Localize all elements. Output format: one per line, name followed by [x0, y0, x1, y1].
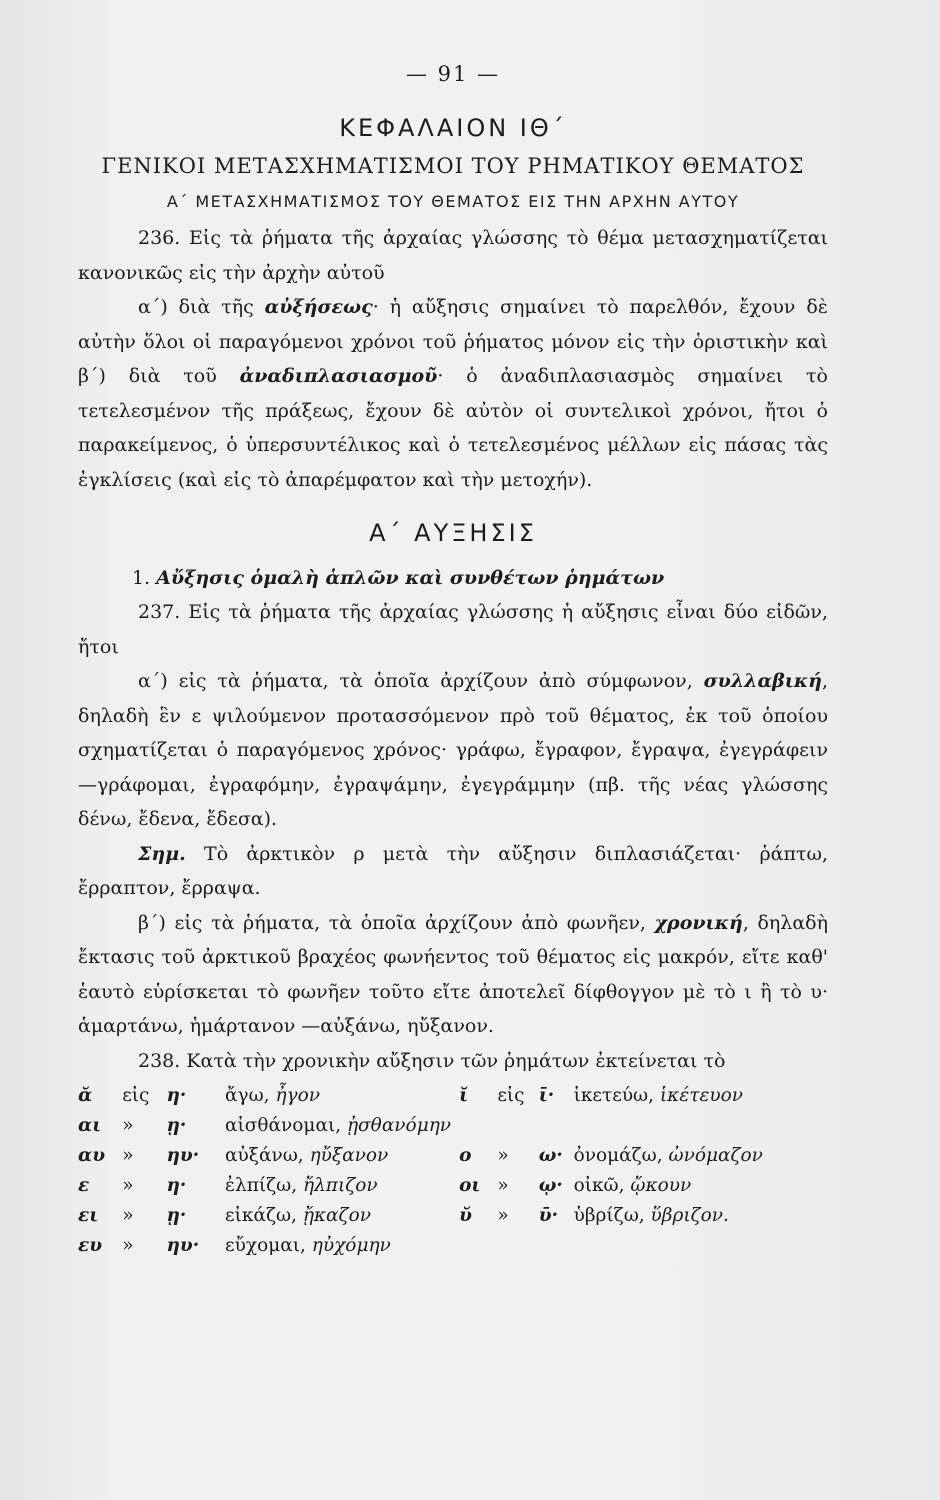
example: εἰκάζω, ᾔκαζον: [225, 1204, 371, 1226]
paragraph-237-syllabic: α΄) εἰς τὰ ῥήματα, τὰ ὁποῖα ἀρχίζουν ἀπὸ σύμφωνον, συλλαβική, δηλαδὴ ἓν ε ψιλούμενον προτασσόμενον πρὸ τοῦ θέματος, ἐκ τοῦ ὁποίου σχηματίζεται ὁ παραγόμενος χρόνος· γράφω, ἔγραφον, ἔγραψα, ἐγεγράφειν—γράφομαι, ἐγραφόμην, ἐγραψάμην, ἐγεγράμμην (πβ. τῆς νέας γλώσσης δένω, ἔδενα, ἔδεσα).: [78, 670, 828, 830]
vowel-to: [539, 1110, 574, 1140]
vowel-to: ηυ·: [166, 1144, 200, 1166]
vowel-from: ο: [459, 1144, 472, 1166]
vowel-from: αι: [78, 1114, 102, 1136]
vowel-arrow: [497, 1230, 538, 1260]
table-row: [78, 1200, 828, 1230]
augment-table-body: [78, 1080, 828, 1260]
term-augment: αὐξήσεως: [264, 296, 373, 318]
chapter-subtitle: ΓΕΝΙΚΟΙ ΜΕΤΑΣΧΗΜΑΤΙΣΜΟΙ ΤΟΥ ΡΗΜΑΤΙΚΟΥ ΘΕΜΑΤΟΣ: [101, 154, 805, 178]
example: ὀνομάζω, ὠνόμαζον: [573, 1144, 763, 1166]
example: [574, 1110, 828, 1140]
example: εὔχομαι, ηὐχόμην: [225, 1234, 391, 1256]
table-row: [78, 1170, 828, 1200]
vowel-arrow: »: [122, 1174, 134, 1196]
vowel-arrow: εἰς: [497, 1084, 525, 1106]
vowel-from: ῐ: [459, 1084, 469, 1106]
vowel-arrow: »: [497, 1144, 509, 1166]
table-row: [78, 1230, 828, 1260]
paragraph-237-temporal: β΄) εἰς τὰ ῥήματα, τὰ ὁποῖα ἀρχίζουν ἀπὸ φωνῆεν, χρονική, δηλαδὴ ἔκτασις τοῦ ἀρκτικοῦ βραχέος φωνήεντος τοῦ θέματος εἰς μακρόν, εἴτε καθ' ἑαυτὸ εὑρίσκεται τὸ φωνῆεν τοῦτο εἴτε ἀποτελεῖ δίφθογγον μὲ τὸ ι ἢ τὸ υ· ἁμαρτάνω, ἡμάρτανον —αὐξάνω, ηὔξανον.: [78, 911, 828, 1037]
vowel-to: η·: [166, 1174, 187, 1196]
table-row: [78, 1140, 828, 1170]
paragraph-236-intro: 236. Εἰς τὰ ῥήματα τῆς ἀρχαίας γλώσσης τὸ θέμα μετασχηματίζεται κανονικῶς εἰς τὴν ἀρχὴν αὐτοῦ: [78, 227, 828, 284]
table-row: [78, 1080, 828, 1110]
vowel-to: ηυ·: [166, 1234, 200, 1256]
vowel-arrow: »: [122, 1114, 134, 1136]
vowel-from: [459, 1230, 497, 1260]
vowel-to: ῡ·: [538, 1204, 559, 1226]
vowel-to: ω·: [538, 1144, 563, 1166]
example: ἄγω, ἦγον: [225, 1084, 320, 1106]
vowel-arrow: »: [122, 1204, 134, 1226]
vowel-arrow: »: [122, 1144, 134, 1166]
paragraph-238: 238. Κατὰ τὴν χρονικὴν αὔξησιν τῶν ῥημάτων ἐκτείνεται τὸ: [138, 1049, 726, 1072]
example: ὑβρίζω, ὕβριζον.: [573, 1204, 729, 1226]
augment-table: [78, 1080, 828, 1260]
vowel-from: ῠ: [459, 1204, 472, 1226]
term-syllabic: συλλαβική: [703, 670, 822, 692]
example: αἰσθάνομαι, ᾐσθανόμην: [225, 1114, 452, 1136]
vowel-from: [459, 1110, 497, 1140]
vowel-from: ε: [78, 1174, 90, 1196]
note-label: Σημ.: [138, 842, 186, 865]
vowel-from: ει: [78, 1204, 99, 1226]
example: [574, 1230, 828, 1260]
paragraph-236-body: α΄) διὰ τῆς αὐξήσεως· ἡ αὔξησις σημαίνει τὸ παρελθόν, ἔχουν δὲ αὐτὴν ὅλοι οἱ παραγόμενοι χρόνοι τοῦ ῥήματος μόνον εἰς τὴν ὁριστικὴν καὶ β΄) διὰ τοῦ ἀναδιπλασιασμοῦ· ὁ ἀναδιπλασιασμὸς σημαίνει τὸ τετελεσμένον τῆς πράξεως, ἔχουν δὲ αὐτὸν οἱ συντελικοὶ χρόνοι, ἤτοι ὁ παρακείμενος, ὁ ὑπερσυντέλικος καὶ ὁ τετελεσμένος μέλλων εἰς πάσας τὰς ἐγκλίσεις (καὶ εἰς τὸ ἀπαρέμφατον καὶ τὴν μετοχήν).: [78, 296, 828, 491]
term-reduplication: ἀναδιπλασιασμοῦ: [239, 365, 438, 387]
vowel-to: ῑ·: [538, 1084, 555, 1106]
example: οἰκῶ, ᾤκουν: [573, 1174, 692, 1196]
paragraph-237-note: Σημ. Τὸ ἀρκτικὸν ρ μετὰ τὴν αὔξησιν διπλασιάζεται· ῥάπτω, ἔρραπτον, ἔρραψα.: [78, 842, 828, 899]
section-heading: Α΄ ΜΕΤΑΣΧΗΜΑΤΙΣΜΟΣ ΤΟΥ ΘΕΜΑΤΟΣ ΕΙΣ ΤΗΝ ΑΡΧΗΝ ΑΥΤΟΥ: [166, 192, 740, 211]
section-augment-heading: Α΄ ΑΥΞΗΣΙΣ: [369, 519, 537, 547]
vowel-arrow: »: [497, 1174, 509, 1196]
paragraph-237-intro: 237. Εἰς τὰ ῥήματα τῆς ἀρχαίας γλώσσης ἡ αὔξησις εἶναι δύο εἰδῶν, ἤτοι: [78, 601, 828, 658]
chapter-title: ΚΕΦΑΛΑΙΟΝ ΙΘ΄: [339, 114, 567, 142]
example: ἐλπίζω, ἤλπιζον: [225, 1174, 378, 1196]
vowel-from: ᾰ: [78, 1084, 93, 1106]
example: ἱκετεύω, ἱκέτευον: [573, 1084, 744, 1106]
vowel-to: η·: [166, 1084, 187, 1106]
term-temporal: χρονική: [654, 911, 743, 934]
vowel-from: ευ: [78, 1234, 103, 1256]
example: αὐξάνω, ηὔξανον: [225, 1144, 389, 1166]
vowel-to: ῃ·: [166, 1204, 187, 1226]
vowel-to: ῃ·: [166, 1114, 187, 1136]
vowel-arrow: »: [122, 1234, 134, 1256]
vowel-to: ῳ·: [538, 1174, 563, 1196]
vowel-arrow: [497, 1110, 538, 1140]
augment-table-wrap: [78, 1080, 828, 1260]
vowel-from: οι: [459, 1174, 481, 1196]
page-number: — 91 —: [405, 62, 501, 86]
table-row: [78, 1110, 828, 1140]
subsection-title: 1. Αὔξησις ὁμαλὴ ἁπλῶν καὶ συνθέτων ῥημάτων: [132, 567, 665, 589]
vowel-arrow: εἰς: [122, 1084, 150, 1106]
vowel-to: [539, 1230, 574, 1260]
vowel-arrow: »: [497, 1204, 509, 1226]
vowel-from: αυ: [78, 1144, 106, 1166]
